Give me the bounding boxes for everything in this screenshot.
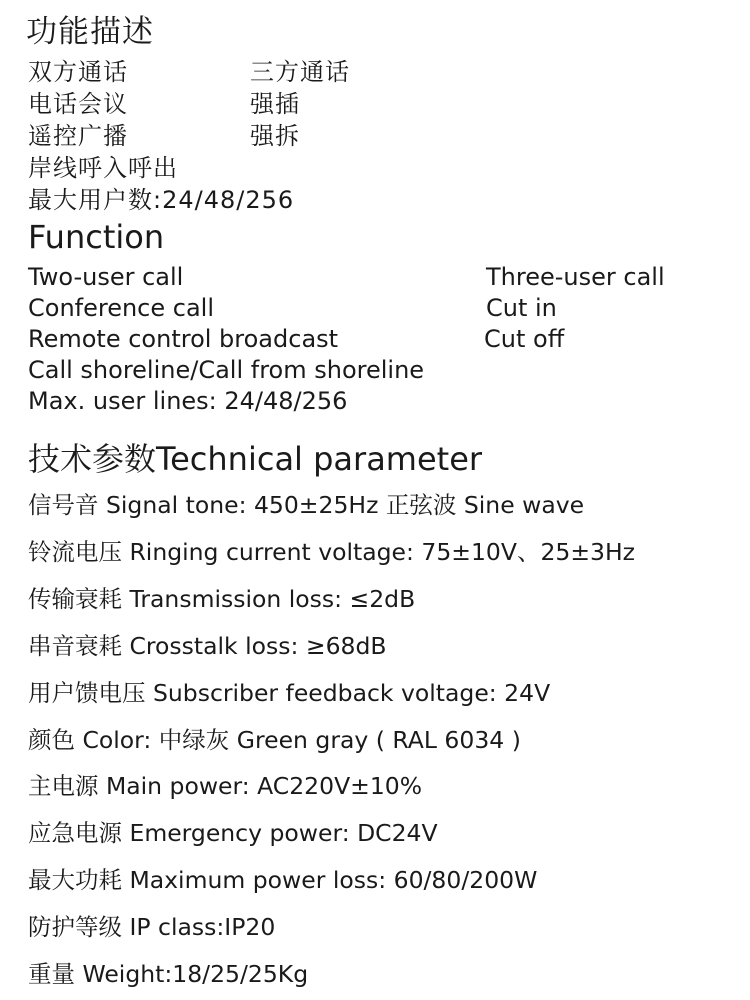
en-item-three-user: Three-user call xyxy=(486,263,665,291)
cn-item-shoreline: 岸线呼入呼出 xyxy=(28,154,178,182)
en-item-cut-in: Cut in xyxy=(486,294,557,322)
spec-main-power: 主电源 Main power: AC220V±10% xyxy=(28,772,423,800)
spec-emergency-power: 应急电源 Emergency power: DC24V xyxy=(28,819,438,847)
cn-item-broadcast: 遥控广播 xyxy=(28,122,128,150)
spec-color: 颜色 Color: 中绿灰 Green gray ( RAL 6034 ) xyxy=(28,726,521,754)
cn-item-cut-off: 强拆 xyxy=(250,122,300,150)
cn-item-two-user: 双方通话 xyxy=(28,58,128,86)
en-item-two-user: Two-user call xyxy=(28,263,184,291)
cn-item-conference: 电话会议 xyxy=(28,90,128,118)
spec-ringing-voltage: 铃流电压 Ringing current voltage: 75±10V、25±3Hz xyxy=(28,538,636,566)
en-item-conference: Conference call xyxy=(28,294,215,322)
en-item-broadcast: Remote control broadcast xyxy=(28,325,339,353)
cn-item-three-user: 三方通话 xyxy=(250,58,350,86)
spec-max-power-loss: 最大功耗 Maximum power loss: 60/80/200W xyxy=(28,866,538,894)
spec-transmission-loss: 传输衰耗 Transmission loss: ≤2dB xyxy=(28,585,416,613)
spec-ip-class: 防护等级 IP class:IP20 xyxy=(28,913,276,941)
en-item-cut-off: Cut off xyxy=(484,325,565,353)
spec-signal-tone: 信号音 Signal tone: 450±25Hz 正弦波 Sine wave xyxy=(28,491,585,519)
function-title-cn: 功能描述 xyxy=(26,14,154,50)
spec-crosstalk-loss: 串音衰耗 Crosstalk loss: ≥68dB xyxy=(28,632,387,660)
spec-feedback-voltage: 用户馈电压 Subscriber feedback voltage: 24V xyxy=(28,679,551,707)
tech-title: 技术参数Technical parameter xyxy=(28,440,483,478)
spec-weight: 重量 Weight:18/25/25Kg xyxy=(28,960,309,988)
cn-item-cut-in: 强插 xyxy=(250,90,300,118)
en-item-shoreline: Call shoreline/Call from shoreline xyxy=(28,356,425,384)
cn-item-max-users: 最大用户数:24/48/256 xyxy=(28,186,295,214)
en-item-max-users: Max. user lines: 24/48/256 xyxy=(28,387,348,415)
function-title-en: Function xyxy=(28,218,165,256)
